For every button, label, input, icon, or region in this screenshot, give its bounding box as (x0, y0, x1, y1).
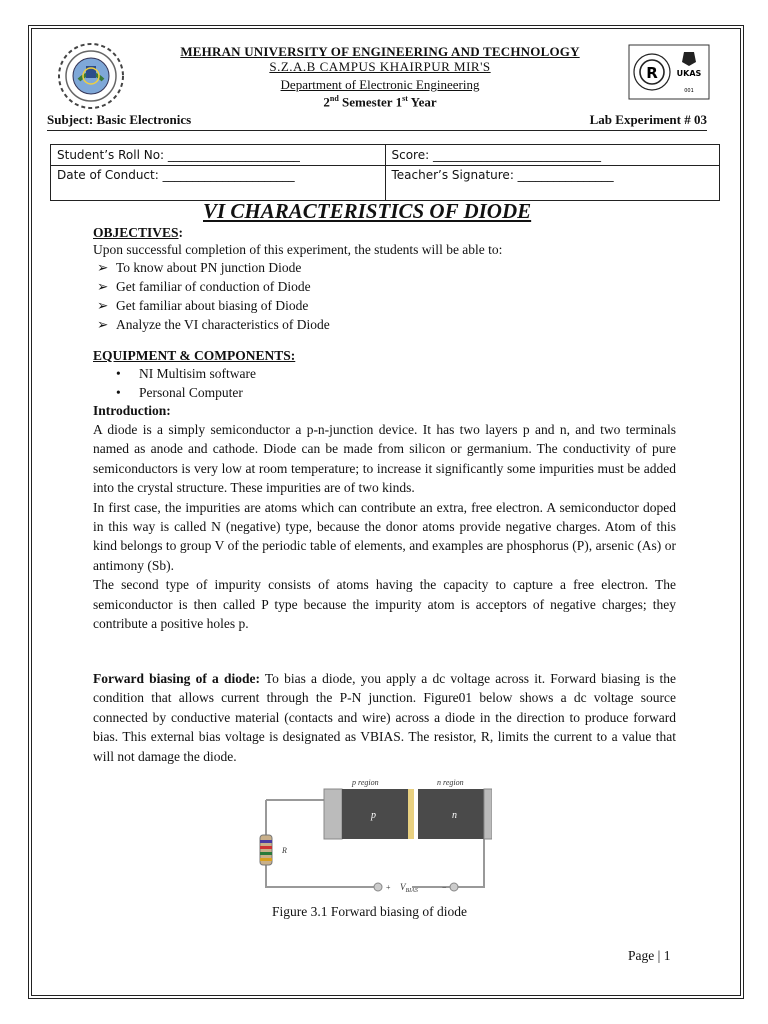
intro-paragraph-2: In first case, the impurities are atoms which can contribute an extra, free electron. A semiconductor doped in this way is called N (negative) type, because the donor atoms provide negative charges. Atom of this kind belongs to group V of the periodic table of elements, and examples are phosphorus (P), arsenic (As) or antimony (Sb). (93, 499, 676, 573)
svg-text:n region: n region (437, 778, 464, 787)
objectives-intro: Upon successful completion of this experiment, the students will be able to: (93, 242, 503, 257)
date-of-conduct-field[interactable]: Date of Conduct: ______________________ (51, 166, 386, 201)
intro-paragraph-3: The second type of impurity consists of atoms having the capacity to capture a free electron. The semiconductor is then called P type because the impurity atom is acceptors of negative charges; they contribute a positive holes p. (93, 577, 676, 632)
objective-item: ➢ Analyze the VI characteristics of Diode (97, 317, 330, 332)
equipment-item: • Personal Computer (116, 385, 243, 400)
svg-text:p: p (371, 810, 376, 821)
certification-logo (628, 44, 710, 100)
bullet-icon: • (116, 385, 121, 400)
experiment-number: Lab Experiment # 03 (589, 112, 707, 127)
objective-item: ➢ To know about PN junction Diode (97, 260, 302, 275)
arrow-bullet-icon: ➢ (97, 279, 109, 294)
subject-row (47, 112, 707, 131)
objective-item: ➢ Get familiar of conduction of Diode (97, 279, 311, 294)
svg-text:R: R (282, 846, 287, 855)
subject-label: Subject: Basic Electronics (47, 112, 192, 127)
introduction-body (93, 420, 676, 633)
introduction-heading: Introduction: (93, 403, 171, 418)
arrow-bullet-icon: ➢ (97, 298, 109, 313)
university-logo (55, 40, 127, 112)
objectives-heading: OBJECTIVES: (93, 225, 184, 240)
figure-caption: Figure 3.1 Forward biasing of diode (272, 904, 467, 919)
svg-text:UKAS: UKAS (676, 69, 702, 78)
objective-item: ➢ Get familiar about biasing of Diode (97, 298, 309, 313)
equipment-item: • NI Multisim software (116, 366, 256, 381)
svg-text:p region: p region (352, 778, 379, 787)
svg-text:n: n (452, 810, 457, 821)
svg-text:001: 001 (684, 88, 694, 94)
svg-text:+: + (386, 883, 391, 892)
score-field[interactable]: Score: ____________________________ (385, 145, 720, 166)
equipment-heading: EQUIPMENT & COMPONENTS: (93, 348, 296, 363)
svg-text:−: − (442, 883, 447, 892)
teacher-signature-field[interactable]: Teacher’s Signature: ________________ (385, 166, 720, 201)
department-name: Department of Electronic Engineering (280, 77, 480, 92)
university-name: MEHRAN UNIVERSITY OF ENGINEERING AND TECHNOLOGY (180, 44, 580, 59)
arrow-bullet-icon: ➢ (97, 260, 109, 275)
campus-name: S.Z.A.B CAMPUS KHAIRPUR MIR'S (269, 59, 491, 74)
intro-paragraph-1: A diode is a simply semiconductor a p-n-junction device. It has two layers p and n, and two terminals named as anode and cathode. Diode can be made from silicon or germanium. The conductivity of pure semiconductors is very low at room temperature; to increase it significantly some impurities must be added into the crystal structure. These impurities are of two kinds. (93, 422, 676, 496)
svg-text:VBIAS: $V_{BIAS}$ (400, 882, 418, 893)
student-info-table (50, 144, 720, 201)
bullet-icon: • (116, 366, 121, 381)
roll-no-field[interactable]: Student’s Roll No: ______________________ (51, 145, 386, 166)
arrow-bullet-icon: ➢ (97, 317, 109, 332)
forward-bias-paragraph: Forward biasing of a diode: To bias a diode, you apply a dc voltage across it. Forward biasing is the condition that allows current through the P-N junction. Figure01 below shows a dc voltage source connected by conductive material (contacts and wire) across a diode in the direction to produce forward bias. This external bias voltage is designated as VBIAS. The resistor, R, limits the current to a value that will not damage the diode. (93, 671, 676, 764)
svg-text:R: R (646, 64, 658, 82)
forward-bias-figure (252, 771, 492, 893)
page-number: Page | 1 (628, 948, 671, 963)
semester-year: 2nd Semester 1st Year (323, 94, 437, 110)
document-title: VI CHARACTERISTICS OF DIODE (203, 199, 532, 223)
